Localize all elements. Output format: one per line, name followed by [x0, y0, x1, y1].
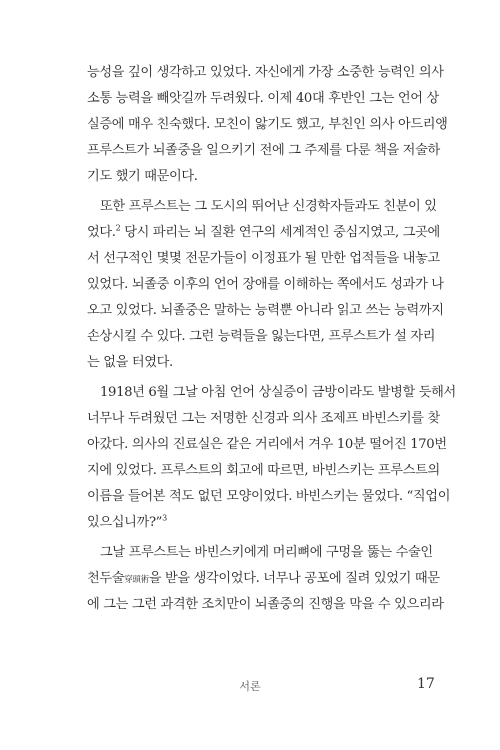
text-line [87, 223, 440, 242]
text-line: 아갔다. 의사의 진료실은 같은 거리에서 겨우 10분 떨어진 170번 [87, 437, 447, 452]
text-line [87, 570, 440, 589]
text-fragment: 었다. [87, 225, 116, 240]
text-fragment: 천두술 [87, 571, 125, 586]
text-line: 에 그는 그런 과격한 조치만이 뇌졸중의 진행을 막을 수 있으리라 [87, 597, 444, 612]
text-line: 이름을 들어본 적도 없던 모양이었다. 바빈스키는 물었다. “직업이 [87, 489, 451, 504]
text-line: 프루스트가 뇌졸중을 일으키기 전에 그 주제를 다룬 책을 저술하 [87, 143, 440, 158]
text-line: 기도 했기 때문이다. [87, 169, 198, 184]
text-line: 손상시킬 수 있다. 그런 능력들을 잃는다면, 프루스트가 설 자리 [87, 329, 436, 344]
text-line: 1918년 6월 그날 아침 언어 상실증이 금방이라도 발병할 듯해서 [100, 385, 456, 400]
text-line: 너무나 두려웠던 그는 저명한 신경과 의사 조제프 바빈스키를 찾 [87, 411, 440, 426]
text-line: 능성을 깊이 생각하고 있었다. 자신에게 가장 소중한 능력인 의사 [87, 65, 444, 80]
footnote-ref: 2 [115, 223, 121, 233]
text-line: 소통 능력을 빼앗길까 두려웠다. 이제 40대 후반인 그는 언어 상 [87, 91, 439, 106]
text-line: 있었다. 뇌졸중 이후의 언어 장애를 이해하는 쪽에서도 성과가 나 [87, 277, 444, 292]
text-line: 또한 프루스트는 그 도시의 뛰어난 신경학자들과도 친분이 있 [100, 199, 437, 214]
text-line: 지에 있었다. 프루스트의 회고에 따르면, 바빈스키는 프루스트의 [87, 463, 440, 478]
footnote-ref: 3 [162, 513, 167, 523]
text-line: 는 없을 터였다. [87, 355, 173, 370]
text-fragment: 당시 파리는 뇌 질환 연구의 세계적인 중심지였고, 그곳에 [124, 225, 440, 240]
text-line: 서 선구적인 몇몇 전문가들이 이정표가 될 만한 업적들을 내놓고 [87, 251, 440, 266]
text-fragment: 을 받을 생각이었다. 너무나 공포에 질려 있었기 때문 [148, 571, 440, 586]
text-line: 오고 있었다. 뇌졸중은 말하는 능력뿐 아니라 읽고 쓰는 능력까지 [87, 303, 444, 318]
text-line: 실증에 매우 친숙했다. 모친이 앓기도 했고, 부친인 의사 아드리앵 [87, 117, 448, 132]
text-fragment: 있으십니까?” [87, 515, 163, 530]
hanja-gloss: 穿頭術 [124, 575, 149, 585]
page-number: 17 [417, 676, 435, 692]
running-footer-title: 서론 [239, 680, 261, 693]
text-line [87, 514, 167, 532]
text-line: 그날 프루스트는 바빈스키에게 머리뼈에 구멍을 뚫는 수술인 [100, 545, 433, 560]
